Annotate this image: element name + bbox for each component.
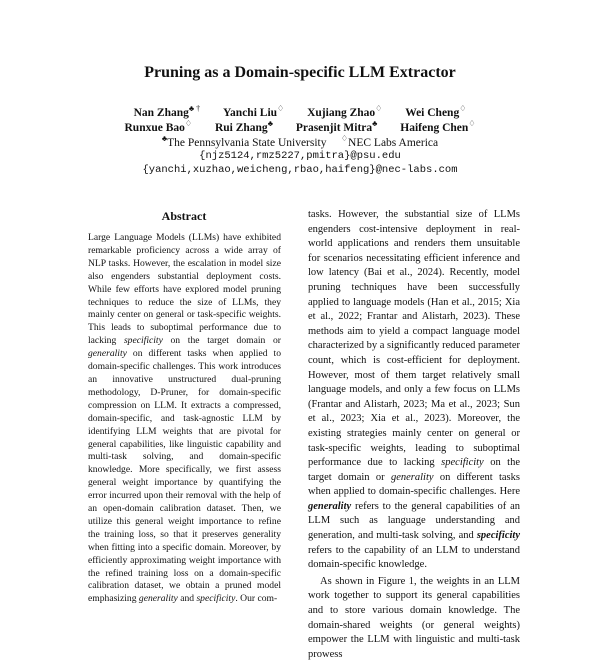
author [133, 104, 201, 119]
introduction-body [308, 208, 520, 662]
abstract-text: . Our com- [235, 593, 278, 605]
author-mark: ♢ [277, 104, 285, 113]
intro-emphasis: generality [390, 471, 434, 483]
abstract-emphasis: specificity [123, 335, 163, 347]
author [214, 119, 273, 134]
author-name: Prasenjit Mitra [295, 121, 373, 134]
email-psu: {njz5124,rmz5227,pmitra}@psu.edu [199, 150, 401, 162]
author-mark: ♢ [459, 104, 467, 113]
affiliations [0, 134, 600, 149]
affiliation-mark: ♢ [340, 134, 349, 143]
author-name: Rui Zhang [214, 121, 268, 134]
author [124, 119, 193, 134]
intro-strong: specificity [476, 530, 520, 542]
email-nec: {yanchi,xuzhao,weicheng,rbao,haifeng}@nec-labs.com [142, 164, 458, 176]
abstract-emphasis: generality [138, 593, 178, 605]
abstract-text: Large Language Models (LLMs) have exhibited remarkable proficiency across a wide array of NLP tasks. However, the escalation in model size also engenders substantial deployment costs. While few efforts have explored model pruning techniques to reduce the size of LLMs, they mainly center on general or task-specific weights. This leads to suboptimal performance due to lacking [88, 232, 281, 347]
abstract-text: on different tasks when applied to domain-specific challenges. This work introduces an innovative unstructured dual-pruning methodology, D-Pruner, for domain-specific compression on LLM. It extracts a compressed, domain-specific, and task-agnostic LLM by identifying LLM weights that are pivotal for general capabilities, like linguistic capability and multi-task solving, and domain-specific knowledge. More specifically, we first assess general weight importance by quantifying the error incurred upon their removal with the help of an open-domain calibration dataset. Then, we utilize this general weight importance to refine the training loss, so that it preserves generality when fitting into a specific domain. Moreover, by efficiently approximating weight importance with the refined training loss on a domain-specific calibration dataset, we obtain a pruned model emphasizing [88, 348, 281, 605]
author [400, 119, 476, 134]
author-name: Nan Zhang [133, 106, 189, 119]
intro-text: on the target domain or [308, 457, 520, 483]
author-mark: ♢ [184, 119, 193, 128]
intro-emphasis: specificity [441, 457, 484, 469]
author [295, 119, 378, 134]
author-name: Xujiang Zhao [307, 106, 376, 119]
author-name: Wei Cheng [405, 106, 460, 119]
intro-text: tasks. However, the substantial size of LLMs engenders cost-intensive deployment in real-world applications and renders them unsuitable for scenarios necessitating efficient inference and low latency (Bai et al., 2024). Recently, model pruning techniques have been successfully applied to language models (Han et al., 2015; Xia et al., 2022; Frantar and Alistarh, 2023). These methods aim to yield a compact language model characterized by a significantly reduced parameter count, which is cost-efficient for deployment. However, most of them target relatively small language models, and only a few focus on LLMs (Frantar and Alistarh, 2023; Ma et al., 2023; Sun et al., 2023; Xia et al., 2023). Moreover, the existing strategies mainly center on general or task-specific weights, leading to suboptimal performance due to lacking [308, 209, 520, 469]
author-mark: ♣ [372, 119, 378, 128]
abstract-emphasis: generality [88, 348, 127, 360]
affiliation-nec: NEC Labs America [348, 136, 439, 149]
intro-paragraph-2: As shown in Figure 1, the weights in an LLM work together to support its general capabilities and to store various domain knowledge. The domain-shared weights (or general weights) empower the LLM with linguistic and multi-task prowess [308, 575, 520, 660]
author-mark: ♣ † [188, 104, 201, 113]
abstract-text: and [177, 593, 197, 605]
author-line-1 [0, 104, 600, 119]
author-mark: ♣ [267, 119, 273, 128]
author [405, 104, 467, 119]
paper-title: Pruning as a Domain-specific LLM Extractor [144, 64, 456, 81]
author-line-2 [0, 119, 600, 134]
author [223, 104, 285, 119]
abstract-emphasis: specificity [196, 593, 236, 605]
intro-strong: generality [308, 500, 352, 512]
author-name: Haifeng Chen [400, 121, 469, 134]
author-mark: ♢ [468, 119, 476, 128]
abstract-heading: Abstract [161, 209, 207, 223]
abstract-text: on the target domain or [162, 335, 282, 347]
intro-text: refers to the general capabilities of an LLM such as language understanding and generation, and multi-task solving, and [308, 500, 520, 542]
intro-paragraph-1 [308, 208, 520, 573]
affiliation-psu: The Pennsylvania State University [167, 136, 327, 149]
author-name: Runxue Bao [124, 121, 185, 134]
author [307, 104, 383, 119]
author-name: Yanchi Liu [223, 106, 278, 119]
author-mark: ♢ [375, 104, 383, 113]
intro-text: refers to the capability of an LLM to understand domain-specific knowledge. [308, 544, 520, 571]
abstract-body [88, 232, 281, 606]
intro-text: on different tasks when applied to domain-specific challenges. Here [308, 471, 520, 498]
affiliation-mark: ♣ [161, 134, 168, 143]
